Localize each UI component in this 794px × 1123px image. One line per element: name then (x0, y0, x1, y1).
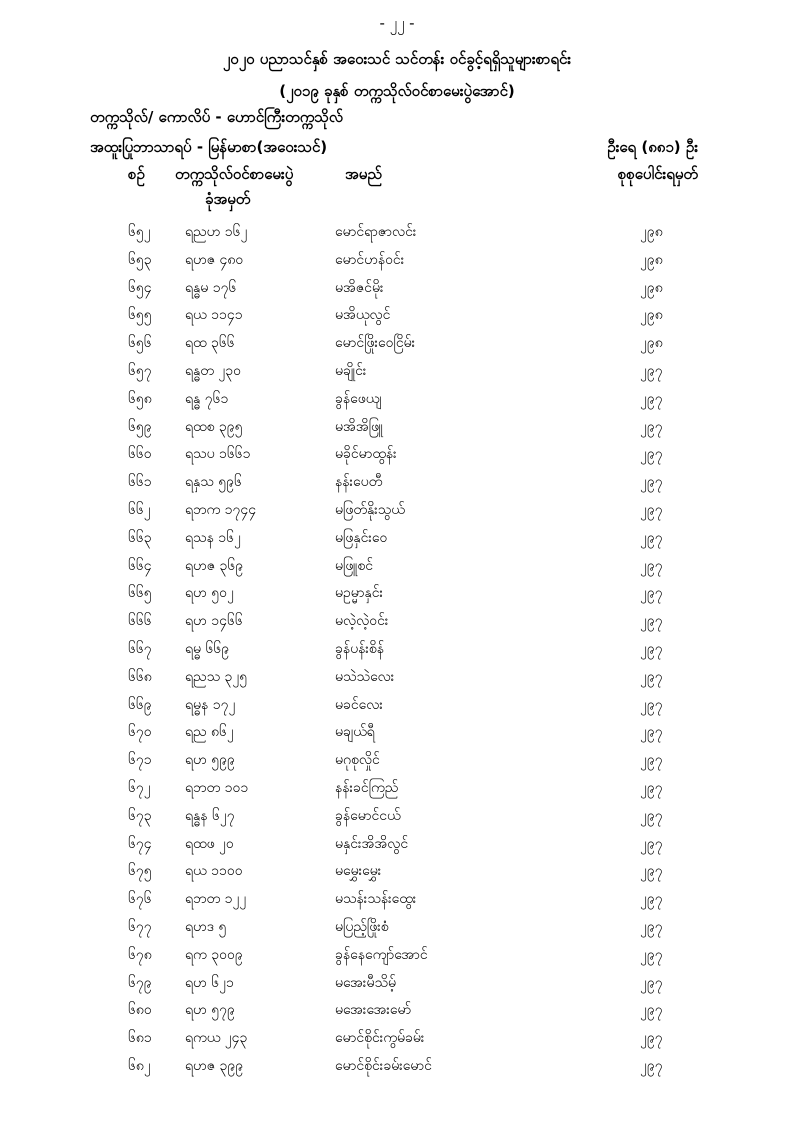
total-score: ၂၉၇ (640, 557, 663, 574)
total-score: ၂၉၈ (640, 307, 663, 324)
row-number: ၆၇၉ (128, 974, 152, 991)
row-number: ၆၇၄ (128, 835, 152, 852)
row-number: ၆၈၀ (128, 1002, 152, 1019)
table-row (0, 579, 794, 607)
total-score: ၂၉၇ (640, 696, 663, 713)
table-row (0, 996, 794, 1024)
roll-number: ရမ္ဓ ၆၆၉ (185, 640, 230, 657)
total-score: ၂၉၇ (640, 752, 663, 769)
roll-number: ရဟ ၅၉၉ (185, 752, 235, 769)
table-row (0, 274, 794, 302)
total-score: ၂၉၇ (640, 724, 663, 741)
table-row (0, 329, 794, 357)
table-row (0, 635, 794, 663)
student-name: မချိုင်း (335, 362, 367, 379)
total-score: ၂၉၇ (640, 362, 663, 379)
table-row (0, 552, 794, 580)
roll-number: ရကယ ၂၄၃ (185, 1030, 248, 1047)
table-row (0, 969, 794, 997)
row-number: ၆၆၁ (128, 474, 152, 491)
table-row (0, 885, 794, 913)
roll-number: ရန္ဓမ ၁၇၆ (185, 279, 237, 296)
table-row (0, 301, 794, 329)
roll-number: ရဘတ ၁၀၁ (185, 779, 249, 796)
row-number: ၆၅၈ (128, 390, 152, 407)
student-name: မသန်းသန်းထွေး (335, 891, 417, 908)
total-score: ၂၉၇ (640, 779, 663, 796)
row-number: ၆၆၉ (128, 696, 152, 713)
col-header-name: အမည် (345, 165, 382, 183)
total-score: ၂၉၇ (640, 501, 663, 518)
table-row (0, 941, 794, 969)
col-header-no: စဉ် (128, 165, 145, 183)
table-row (0, 1024, 794, 1052)
roll-number: ရညသ ၃၂၅ (185, 668, 248, 685)
row-number: ၆၅၉ (128, 418, 152, 435)
col-header-score: စုစုပေါင်းရမှတ် (617, 165, 698, 183)
total-score: ၂၉၈ (640, 279, 663, 296)
student-name: မောင်ရာဇာလင်း (335, 224, 417, 240)
student-name: မဂုစုလှိုင် (335, 752, 380, 769)
total-score: ၂၉၈ (640, 335, 663, 352)
roll-number: ရက ၃၀၀၉ (185, 946, 243, 963)
total-score: ၂၉၇ (640, 585, 663, 602)
roll-number: ရဟဒ ၅ (185, 918, 227, 935)
total-score: ၂၉၇ (640, 446, 663, 463)
total-score: ၂၉၇ (640, 1057, 663, 1074)
student-name: မအေးအေးမော် (335, 1002, 412, 1019)
table-row (0, 857, 794, 885)
roll-number: ရမ္ဓန ၁၇၂ (185, 696, 236, 713)
student-name: မပြည့်ဖြိုးစံ (335, 918, 389, 935)
row-number: ၆၇၁ (128, 752, 152, 769)
total-score: ၂၉၇ (640, 1002, 663, 1019)
student-name: ခွန်မောင်ငယ် (335, 807, 401, 824)
row-number: ၆၇၆ (128, 891, 152, 908)
total-score: ၂၉၈ (640, 224, 663, 240)
total-score: ၂၉၈ (640, 251, 663, 268)
row-number: ၆၇၅ (128, 863, 152, 880)
page-number: - ၂၂ - (379, 14, 415, 32)
table-row (0, 1052, 794, 1080)
row-number: ၆၈၂ (128, 1057, 151, 1074)
roll-number: ရယ ၁၁၄၁ (185, 307, 243, 324)
table-row (0, 524, 794, 552)
row-number: ၆၅၃ (128, 251, 152, 268)
total-score: ၂၉၇ (640, 474, 663, 491)
student-name: မောင်ဟန်ဝင်း (335, 251, 405, 268)
row-number: ၆၅၆ (128, 335, 152, 352)
student-name: မခင်လေး (335, 696, 383, 713)
total-score: ၂၉၇ (640, 668, 663, 685)
roll-number: ရညဟ ၁၆၂ (185, 224, 248, 240)
row-number: ၆၇၂ (128, 779, 151, 796)
table-row (0, 357, 794, 385)
table-row (0, 663, 794, 691)
table-row (0, 746, 794, 774)
student-name: မအိဇင်မိုး (335, 279, 384, 296)
row-number: ၆၆၀ (128, 446, 152, 463)
row-number: ၆၆၈ (128, 668, 152, 685)
col-header-roll-2: ခုံအမှတ် (205, 190, 251, 208)
student-name: မမွှေးမွှေး (335, 863, 382, 880)
table-row (0, 691, 794, 719)
total-score: ၂၉၇ (640, 891, 663, 908)
student-name: နန်းခင်ကြည် (335, 779, 399, 796)
total-score: ၂၉၇ (640, 974, 663, 991)
student-name: မသဲသဲလေး (335, 668, 395, 685)
roll-number: ရသန ၁၆၂ (185, 529, 241, 546)
table-row (0, 774, 794, 802)
row-number: ၆၇၈ (128, 946, 152, 963)
roll-number: ရဟဇ ၃၉၉ (185, 1057, 244, 1074)
row-number: ၆၅၂ (128, 224, 151, 240)
roll-number: ရဟ ၆၂၁ (185, 974, 234, 991)
total-score: ၂၉၇ (640, 529, 663, 546)
table-row (0, 385, 794, 413)
total-score: ၂၉၇ (640, 807, 663, 824)
student-name: ခွန်ပန်းစိန် (335, 640, 385, 657)
roll-number: ရန္ဓ ၇၆၁ (185, 390, 229, 407)
student-name: မခိုင်မာထွန်း (335, 446, 397, 463)
row-number: ၆၇၀ (128, 724, 152, 741)
table-row (0, 413, 794, 441)
major-line: အထူးပြုဘာသာရပ် - မြန်မာစာ(အဝေးသင်) (90, 138, 328, 156)
total-score: ၂၉၇ (640, 640, 663, 657)
row-number: ၆၆၆ (128, 613, 152, 630)
page-subtitle: (၂၀၁၉ ခုနှစ် တက္ကသိုလ်ဝင်စာမေးပွဲအောင်) (279, 82, 515, 100)
roll-number: ရည ၈၆၂ (185, 724, 234, 741)
total-score: ၂၉၇ (640, 863, 663, 880)
total-score: ၂၉၇ (640, 390, 663, 407)
table-row (0, 802, 794, 830)
student-name: မနှင်းအိအိလွင် (335, 835, 409, 852)
row-number: ၆၆၇ (128, 640, 152, 657)
table-row (0, 246, 794, 274)
student-name: မအိယုလွင် (335, 307, 391, 324)
roll-number: ရထဖ ၂၀ (185, 835, 234, 852)
row-number: ၆၆၃ (128, 529, 152, 546)
row-number: ၆၈၁ (128, 1030, 152, 1047)
roll-number: ရသပ ၁၆၆၁ (185, 446, 251, 463)
table-row (0, 468, 794, 496)
col-header-roll: တက္ကသိုလ်ဝင်စာမေးပွဲ (175, 165, 294, 183)
student-name: မောင်ဖြိုးဝေငြိမ်း (335, 335, 416, 352)
roll-number: ရဟဇ ၄၈၀ (185, 251, 244, 268)
row-number: ၆၅၄ (128, 279, 152, 296)
table-row (0, 440, 794, 468)
student-name: မဖြူစင် (335, 557, 374, 574)
roll-number: ရဟဇ ၃၆၉ (185, 557, 244, 574)
total-score: ၂၉၇ (640, 835, 663, 852)
row-number: ၆၅၅ (128, 307, 152, 324)
table-row (0, 607, 794, 635)
total-score: ၂၉၇ (640, 1030, 663, 1047)
total-score: ၂၉၇ (640, 613, 663, 630)
table-row (0, 718, 794, 746)
student-name: ခွန်နေကျော်အောင် (335, 946, 428, 963)
student-name: မဖြတ်နိုးသွယ် (335, 501, 405, 518)
total-score: ၂၉၇ (640, 918, 663, 935)
student-name: နန်းပေတီ (335, 474, 383, 491)
total-score: ၂၉၇ (640, 418, 663, 435)
row-number: ၆၇၇ (128, 918, 152, 935)
table-row (0, 830, 794, 858)
roll-number: ရထ ၃၆၆ (185, 335, 235, 352)
roll-number: ရထစ ၃၉၅ (185, 418, 243, 435)
roll-number: ရဟ ၅၀၂ (185, 585, 234, 602)
row-number: ၆၆၄ (128, 557, 152, 574)
row-number: ၆၆၂ (128, 501, 151, 518)
student-name: မဥမ္မာနှင်း (335, 585, 384, 602)
roll-number: ရဟ ၁၄၆၆ (185, 613, 243, 630)
student-name: ခွန်ဖေယျ (335, 390, 382, 407)
roll-number: ရယ ၁၁၀၀ (185, 863, 243, 880)
table-row (0, 218, 794, 246)
university-line: တက္ကသိုလ်/ ကောလိပ် - ဟောင်ကြီးတက္ကသိုလ် (90, 108, 343, 126)
roll-number: ရဘတ ၁၂၂ (185, 891, 247, 908)
total-count: ဦးရေ (၈၈၁) ဦး (607, 138, 698, 156)
row-number: ၆၇၃ (128, 807, 152, 824)
roll-number: ရနှသ ၅၉၆ (185, 474, 242, 491)
table-row (0, 496, 794, 524)
roll-number: ရဟ ၅၇၉ (185, 1002, 235, 1019)
student-name: မအေးမီသိမ့် (335, 974, 396, 991)
table-row (0, 913, 794, 941)
student-name: မလဲ့လဲ့ဝင်း (335, 613, 389, 630)
row-number: ၆၅၇ (128, 362, 152, 379)
results-list (0, 218, 794, 1080)
page-title: ၂၀၂၀ ပညာသင်နှစ် အဝေးသင် သင်တန်း ဝင်ခွင့်ရရှိသူများစာရင်း (222, 50, 572, 68)
student-name: မအိအိဖြူ (335, 418, 384, 435)
roll-number: ရဘက ၁၇၄၄ (185, 501, 257, 518)
student-name: မောင်စိုင်းခမ်းမောင် (335, 1057, 432, 1074)
student-name: မဖြနှင်းဝေ (335, 529, 388, 546)
student-name: မောင်စိုင်းကွမ်ခမ်း (335, 1030, 425, 1047)
roll-number: ရန္ဓန ၆၂၇ (185, 807, 235, 824)
roll-number: ရန္ဓတ ၂၃၀ (185, 362, 241, 379)
student-name: မချယ်ရီ (335, 724, 375, 741)
total-score: ၂၉၇ (640, 946, 663, 963)
row-number: ၆၆၅ (128, 585, 152, 602)
